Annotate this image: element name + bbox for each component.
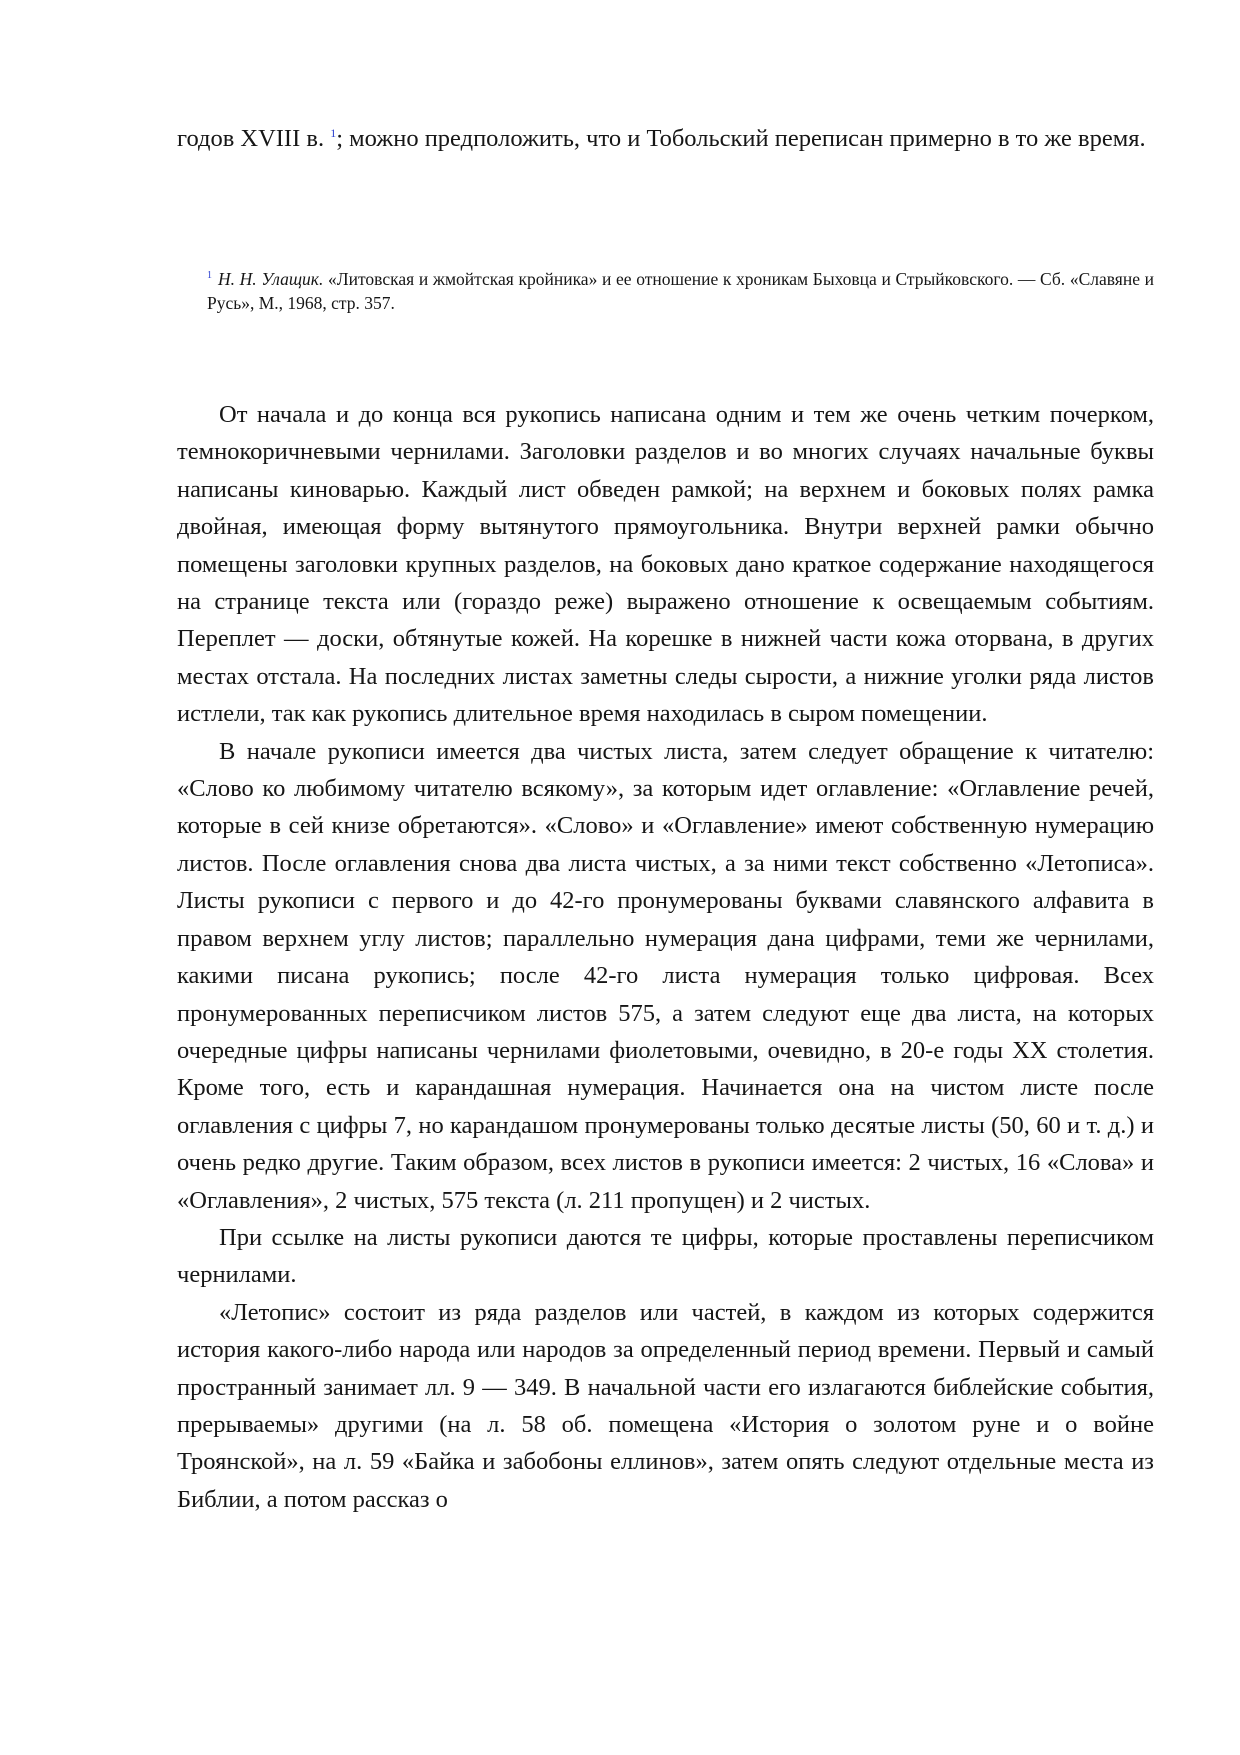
footnote-author: Н. Н. Улащик.	[218, 269, 324, 289]
footnote-mark: 1	[207, 270, 212, 281]
continued-text-start: годов XVIII в.	[177, 125, 331, 152]
continued-text-end: ; можно предположить, что и Тобольский переписан примерно в то же время.	[336, 125, 1146, 152]
paragraph-manuscript-numbering: В начале рукописи имеется два чистых листа, затем следует обращение к читателю: «Слово ко любимому читателю всякому», за которым идет оглавление: «Оглавление речей, которые в сей книзе обретаются». «Слово» и «Оглавление» имеют собственную нумерацию листов. После оглавления снова два листа чистых, а за ними текст собственно «Летописа». Листы рукописи с первого и до 42-го пронумерованы буквами славянского алфавита в правом верхнем углу листов; параллельно нумерация дана цифрами, теми же чернилами, какими писана рукопись; после 42-го листа нумерация только цифровая. Всех пронумерованных переписчиком листов 575, а затем следуют еще два листа, на которых очередные цифры написаны чернилами фиолетовыми, очевидно, в 20-е годы XX столетия. Кроме того, есть и карандашная нумерация. Начинается она на чистом листе после оглавления с цифры 7, но карандашом пронумерованы только десятые листы (50, 60 и т. д.) и очень редко другие. Таким образом, всех листов в рукописи имеется: 2 чистых, 16 «Слова» и «Оглавления», 2 чистых, 575 текста (л. 211 пропущен) и 2 чистых.	[177, 737, 1154, 1214]
main-text	[177, 396, 1154, 1518]
paragraph-citation-note: При ссылке на листы рукописи даются те цифры, которые проставлены переписчиком чернилами.	[177, 1223, 1154, 1289]
paragraph-manuscript-description: От начала и до конца вся рукопись написана одним и тем же очень четким почерком, темнокоричневыми чернилами. Заголовки разделов и во многих случаях начальные буквы написаны киноварью. Каждый лист обведен рамкой; на верхнем и боковых полях рамка двойная, имеющая форму вытянутого прямоугольника. Внутри верхней рамки обычно помещены заголовки крупных разделов, на боковых дано краткое содержание находящегося на странице текста или (гораздо реже) выражено отношение к освещаемым событиям. Переплет — доски, обтянутые кожей. На корешке в нижней части кожа оторвана, в других местах отстала. На последних листах заметны следы сырости, а нижние уголки ряда листов истлели, так как рукопись длительное время находилась в сыром помещении.	[177, 401, 1154, 728]
footnote-reference[interactable]: 1	[330, 126, 337, 140]
continued-paragraph	[177, 120, 1154, 157]
footnote	[207, 267, 1154, 315]
paragraph-letopis-structure: «Летопис» состоит из ряда разделов или частей, в каждом из которых содержится история какого-либо народа или народов за определенный период времени. Первый и самый пространный занимает лл. 9 — 349. В начальной части его излагаются библейские события, прерываемы» другими (на л. 58 об. помещена «История о золотом руне и о войне Троянской», на л. 59 «Байка и забобоны еллинов», затем опять следуют отдельные места из Библии, а потом рассказ о	[177, 1298, 1154, 1513]
footnote-text: «Литовская и жмойтская кройника» и ее отношение к хроникам Быховца и Стрыйковского. — Сб. «Славяне и Русь», М., 1968, стр. 357.	[207, 269, 1154, 313]
